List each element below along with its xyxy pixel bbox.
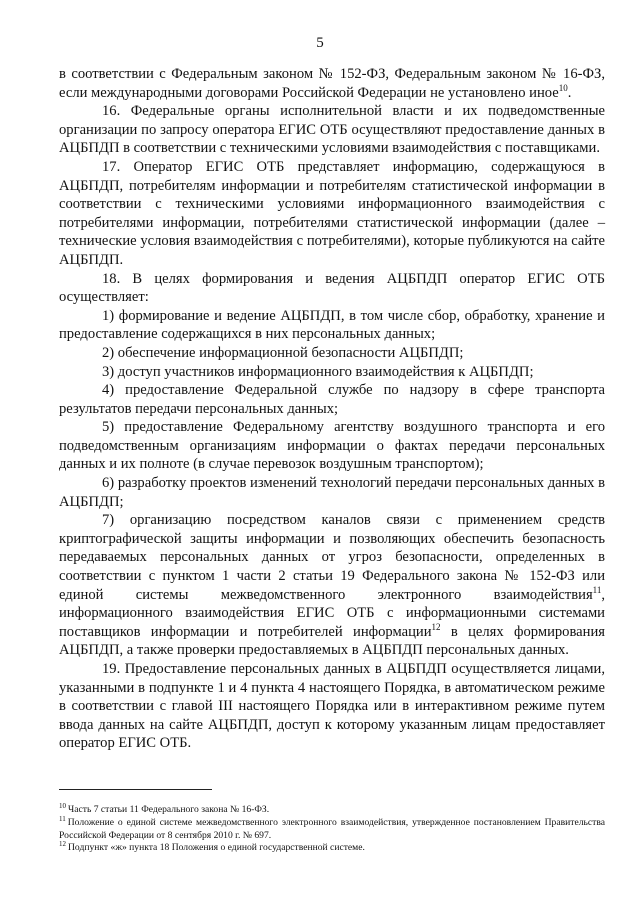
footnote-text: Подпункт «ж» пункта 18 Положения о единой государственной системе. [68,842,365,854]
footnote-separator [59,789,212,790]
paragraph-19: 19. Предоставление персональных данных в АЦБПДП осуществляется лицами, указанными в подпункте 1 и 4 пункта 4 настоящего Порядка, в автоматическом режиме в соответствии с главой III настоящего Порядка или в интерактивном режиме путем ввода данных на сайте АЦБПДП, доступ к которому указанным лицам предоставляет оператор ЕГИС ОТБ. [59,661,605,752]
paragraph-text: в соответствии с Федеральным законом № 152-ФЗ, Федеральным законом № 16-ФЗ, если международными договорами Российской Федерации не установлено иное [59,66,605,101]
footnote-text: Часть 7 статьи 11 Федерального закона № 16-ФЗ. [68,804,270,815]
list-item-5: 5) предоставление Федеральному агентству воздушного транспорта и его подведомственным организациям информации о фактах передачи персональных данных и их полноте (в случае перевозок воздушным транспортом); [59,419,605,473]
footnotes [59,801,605,855]
footnote-number: 12 [59,840,66,849]
footnote-11 [59,814,605,843]
footnote-number: 11 [59,814,66,823]
paragraph-18: 18. В целях формирования и ведения АЦБПДП оператор ЕГИС ОТБ осуществляет: [59,270,605,306]
paragraph-text: в целях формирования АЦБПДП, а также проверки предоставляемых в АЦБПДП персональных данных. [59,623,605,659]
page-number: 5 [316,35,324,51]
footnote-number: 10 [59,801,66,810]
footnote-ref: 10 [558,82,568,93]
footnote-ref: 11 [592,584,602,595]
list-item-2: 2) обеспечение информационной безопасности АЦБПДП; [102,344,464,361]
document-body [59,65,605,753]
paragraph-text: 7) организацию посредством каналов связи с применением средств криптографической защиты информации и позволяющих обеспечить безопасность передаваемых персональных данных от угроз безопасности, определенных в соответствии с пунктом 1 части 2 статьи 19 Федерального закона № 152-ФЗ или единой системы межведомственного электронного взаимодействия [59,512,605,603]
list-item-3: 3) доступ участников информационного взаимодействия к АЦБПДП; [102,363,534,380]
paragraph-continuation: в соответствии с Федеральным законом № 152-ФЗ, Федеральным законом № 16-ФЗ, если международными договорами Российской Федерации не установлено иное$^{10}$. [59,66,605,101]
footnote-ref: 12 [431,621,441,632]
footnote-12 [59,842,605,855]
footnote-10 [59,801,605,817]
list-item-6: 6) разработку проектов изменений технологий передачи персональных данных в АЦБПДП; [59,475,605,510]
paragraph-17: 17. Оператор ЕГИС ОТБ представляет информацию, содержащуюся в АЦБПДП, потребителям информации и потребителям статистической информации в соответствии с техническими условиями информационного взаимодействия с потребителями информации, потребителями статистической информации (далее – технические условия взаимодействия с потребителями), которые публикуются на сайте АЦБПДП. [59,158,605,268]
paragraph-text: , информационного взаимодействия ЕГИС ОТБ с информационными системами поставщиков информации и потребителей информации [59,586,605,640]
paragraph-16: 16. Федеральные органы исполнительной власти и их подведомственные организации по запросу оператора ЕГИС ОТБ осуществляют предоставление данных в АЦБПДП в соответствии с техническими условиями взаимодействия с поставщиками. [59,103,605,157]
footnote-text: Положение о единой системе межведомственного электронного взаимодействия, утвержденное постановлением Правительства Российской Федерации от 8 сентября 2010 г. № 697. [59,816,605,841]
list-item-7 [59,511,605,660]
list-item-1: 1) формирование и ведение АЦБПДП, в том числе сбор, обработку, хранение и предоставление содержащихся в них персональных данных; [59,307,605,343]
list-item-4: 4) предоставление Федеральной службе по надзору в сфере транспорта результатов передачи персональных данных; [59,382,605,417]
